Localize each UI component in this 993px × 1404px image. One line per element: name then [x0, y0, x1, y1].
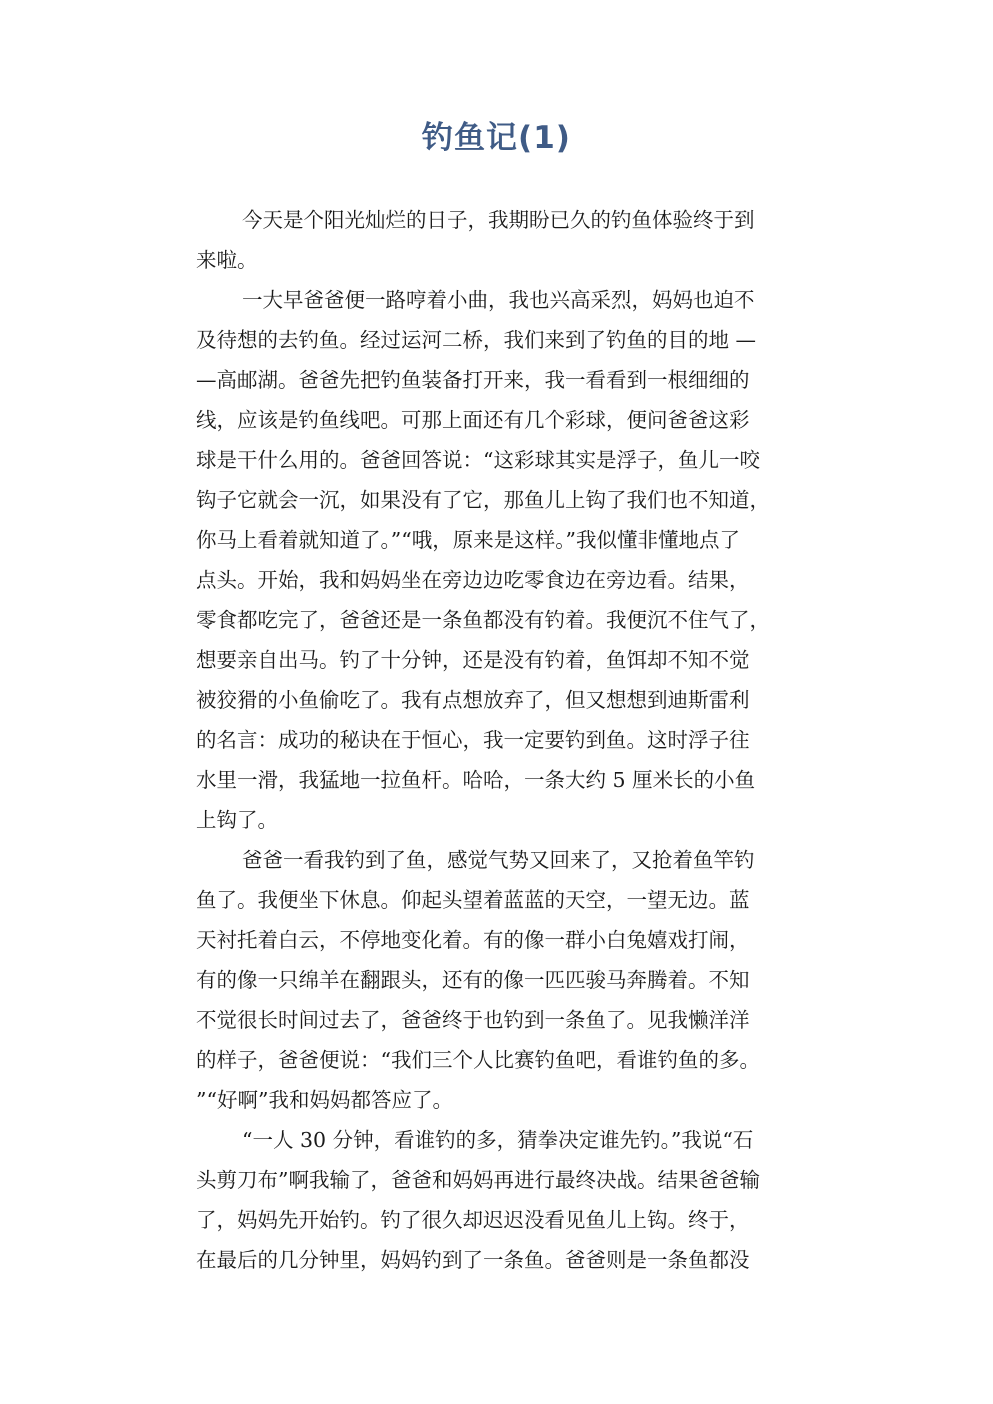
- text-line: 爸爸一看我钓到了鱼，感觉气势又回来了，又抢着鱼竿钓: [242, 848, 755, 872]
- text-line: 的样子，爸爸便说：“我们三个人比赛钓鱼吧，看谁钓鱼的多。: [196, 1048, 760, 1072]
- text-line: 球是干什么用的。爸爸回答说：“这彩球其实是浮子，鱼儿一咬: [196, 448, 760, 472]
- text-line: 在最后的几分钟里，妈妈钓到了一条鱼。爸爸则是一条鱼都没: [196, 1248, 750, 1272]
- text-line: 想要亲自出马。钓了十分钟，还是没有钓着，鱼饵却不知不觉: [196, 648, 750, 672]
- text-line: 及待想的去钓鱼。经过运河二桥，我们来到了钓鱼的目的地 —: [196, 328, 757, 352]
- text-line: 了，妈妈先开始钓。钓了很久却迟迟没看见鱼儿上钩。终于，: [196, 1208, 750, 1232]
- text-line: 头剪刀布”啊我输了，爸爸和妈妈再进行最终决战。结果爸爸输: [196, 1168, 760, 1192]
- text-line: 今天是个阳光灿烂的日子，我期盼已久的钓鱼体验终于到: [242, 208, 755, 232]
- text-line: 天衬托着白云，不停地变化着。有的像一群小白兔嬉戏打闹，: [196, 928, 750, 952]
- text-line: 有的像一只绵羊在翻跟头，还有的像一匹匹骏马奔腾着。不知: [196, 968, 750, 992]
- document-title: 钓鱼记(1): [422, 120, 571, 156]
- text-line: “一人 30 分钟，看谁钓的多，猜拳决定谁先钓。”我说“石: [242, 1128, 754, 1152]
- text-line: 一大早爸爸便一路哼着小曲，我也兴高采烈，妈妈也迫不: [242, 288, 755, 312]
- text-line: 被狡猾的小鱼偷吃了。我有点想放弃了，但又想想到迪斯雷利: [196, 688, 750, 712]
- document-body: [196, 200, 836, 1280]
- text-line: 点头。开始，我和妈妈坐在旁边边吃零食边在旁边看。结果，: [196, 568, 750, 592]
- text-line: 上钩了。: [196, 808, 278, 832]
- text-line: —高邮湖。爸爸先把钓鱼装备打开来，我一看看到一根细细的: [196, 368, 750, 392]
- text-line: 鱼了。我便坐下休息。仰起头望着蓝蓝的天空，一望无边。蓝: [196, 888, 750, 912]
- text-line: 来啦。: [196, 248, 258, 272]
- text-line: 水里一滑，我猛地一拉鱼杆。哈哈，一条大约 5 厘米长的小鱼: [196, 768, 756, 792]
- text-line: 零食都吃完了，爸爸还是一条鱼都没有钓着。我便沉不住气了，: [196, 608, 770, 632]
- text-line: 钩子它就会一沉，如果没有了它，那鱼儿上钩了我们也不知道，: [196, 488, 770, 512]
- text-line: ”“好啊”我和妈妈都答应了。: [196, 1088, 453, 1112]
- text-line: 的名言：成功的秘诀在于恒心，我一定要钓到鱼。这时浮子往: [196, 728, 750, 752]
- text-line: 你马上看着就知道了。”“哦，原来是这样。”我似懂非懂地点了: [196, 528, 740, 552]
- text-line: 不觉很长时间过去了，爸爸终于也钓到一条鱼了。见我懒洋洋: [196, 1008, 750, 1032]
- text-line: 线，应该是钓鱼线吧。可那上面还有几个彩球，便问爸爸这彩: [196, 408, 750, 432]
